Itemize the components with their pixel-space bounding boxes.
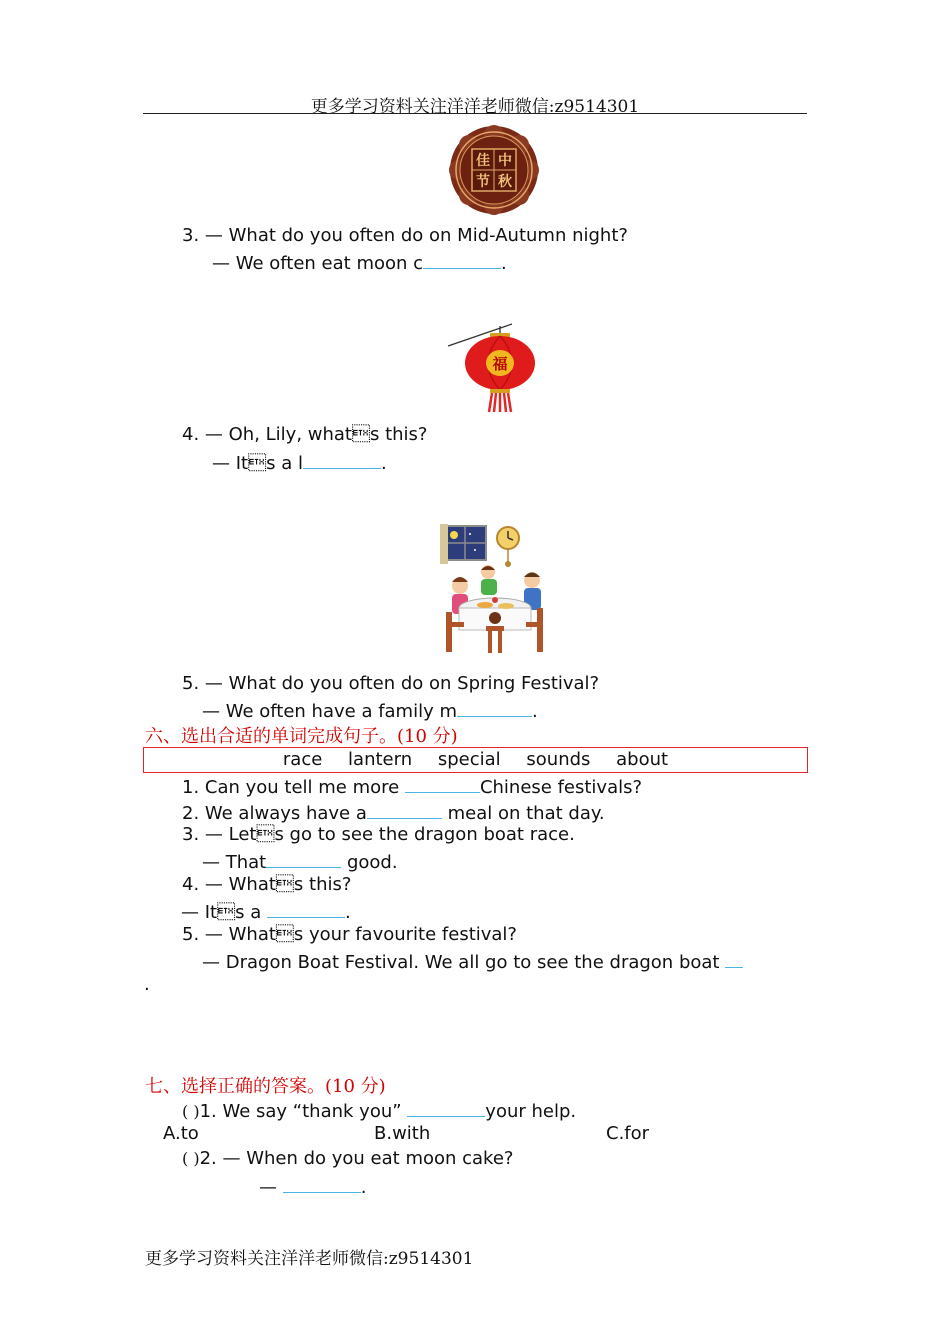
s6-q4-blank[interactable] (267, 899, 345, 918)
q4-answer-blank[interactable] (303, 450, 381, 469)
s6-q1 (182, 774, 642, 798)
s7-q2-reply (259, 1174, 366, 1198)
mooncake-char: 佳 (476, 153, 490, 169)
s6-q1-text-b: Chinese festivals? (479, 777, 643, 798)
s6-q5-reply (202, 949, 743, 973)
s7-q1-text-b: your help. (485, 1101, 577, 1122)
mooncake-image (447, 124, 541, 216)
s7-q1-answer-paren[interactable]: ( ) (182, 1102, 200, 1121)
s6-q1-blank[interactable] (405, 774, 480, 793)
word-bank-item: about (616, 749, 669, 770)
word-bank-item: special (437, 749, 501, 770)
s6-q4-reply-a: — Its a (181, 902, 267, 923)
q4-answer (212, 450, 387, 474)
q4-answer-prefix: — Its a l (212, 453, 303, 474)
s6-q5-reply-text: — Dragon Boat Festival. We all go to see the dragon boat (202, 952, 726, 973)
s6-q3-blank[interactable] (266, 849, 341, 868)
s7-q1-option-b[interactable]: B.with (374, 1123, 431, 1144)
s6-q2-text-a: 2. We always have a (182, 803, 367, 824)
q3-question: 3. — What do you often do on Mid-Autumn night? (182, 225, 628, 246)
word-bank-item: lantern (348, 749, 413, 770)
s7-q1-text-a: 1. We say “thank you” (199, 1101, 408, 1122)
s6-q3-reply (202, 849, 398, 873)
s6-q3-reply-a: — That (202, 852, 267, 873)
s7-q1-blank[interactable] (407, 1098, 485, 1117)
s6-q4: 4. — Whats this? (182, 874, 352, 895)
s7-q2-reply-b: . (360, 1177, 367, 1198)
s7-q2-blank[interactable] (283, 1174, 361, 1193)
s7-q1 (182, 1098, 576, 1122)
s6-q2-text-b: meal on that day. (441, 803, 605, 824)
s6-q4-reply-b: . (344, 902, 351, 923)
s7-q2-reply-a: — (259, 1177, 283, 1198)
q5-answer-suffix: . (532, 701, 538, 722)
q5-answer-prefix: — We often have a family m (202, 701, 458, 722)
s6-q2 (182, 800, 605, 824)
s7-q2 (182, 1148, 513, 1169)
s7-q2-answer-paren[interactable]: ( ) (182, 1149, 200, 1168)
q5-answer-blank[interactable] (457, 698, 532, 717)
q4-question: 4. — Oh, Lily, whats this? (182, 424, 428, 445)
s6-q3: 3. — Lets go to see the dragon boat race. (182, 824, 575, 845)
s6-q5: 5. — Whats your favourite festival? (182, 924, 517, 945)
lantern-char: 福 (492, 355, 508, 373)
s7-q1-option-a[interactable]: A.to (163, 1123, 199, 1144)
s7-q2-text: 2. — When do you eat moon cake? (199, 1148, 514, 1169)
q3-answer-prefix: — We often eat moon c (212, 253, 424, 274)
s6-q3-reply-b: good. (341, 852, 398, 873)
page-footer: 更多学习资料关注洋洋老师微信:z9514301 (145, 1249, 474, 1269)
header-rule (143, 113, 807, 114)
section7-title: 七、选择正确的答案。(10 分) (145, 1076, 386, 1097)
q3-answer-suffix: . (501, 253, 507, 274)
q5-question: 5. — What do you often do on Spring Festival? (182, 673, 600, 694)
word-bank (143, 747, 808, 773)
q3-answer-blank[interactable] (423, 250, 501, 269)
lantern-image (446, 320, 546, 414)
s6-q5-end: . (144, 974, 150, 995)
section6-title: 六、选出合适的单词完成句子。(10 分) (145, 726, 458, 747)
mooncake-char: 节 (476, 174, 490, 190)
family-dinner-image (440, 522, 550, 656)
word-bank-item: sounds (526, 749, 591, 770)
word-bank-item: race (282, 749, 323, 770)
s7-q1-option-c[interactable]: C.for (606, 1123, 650, 1144)
q3-answer (212, 250, 507, 274)
s6-q1-text-a: 1. Can you tell me more (182, 777, 405, 798)
mooncake-char: 秋 (498, 174, 512, 190)
page-header: 更多学习资料关注洋洋老师微信:z9514301 (310, 97, 640, 117)
s6-q5-blank[interactable] (725, 949, 743, 968)
q5-answer (202, 698, 538, 722)
q4-answer-suffix: . (380, 453, 387, 474)
s6-q4-reply (181, 899, 351, 923)
s6-q2-blank[interactable] (367, 800, 442, 819)
mooncake-char: 中 (498, 153, 512, 169)
